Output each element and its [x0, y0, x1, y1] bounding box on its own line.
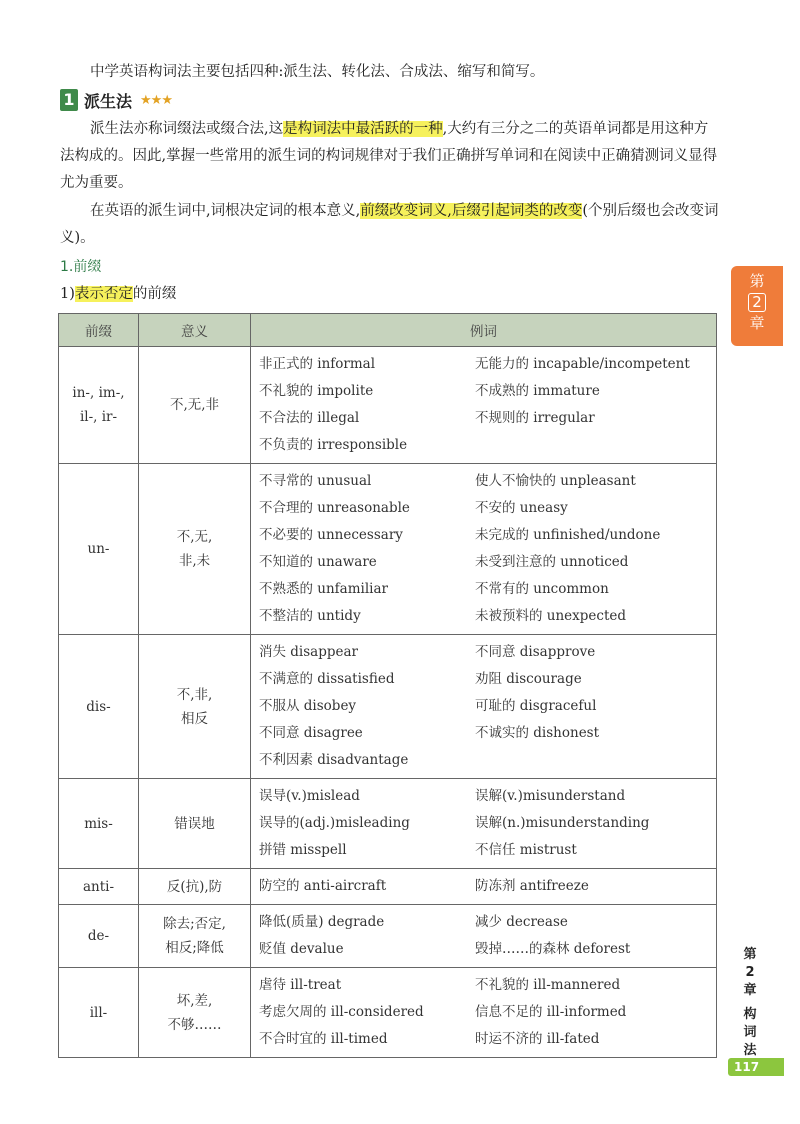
subheading2-number: 1): [60, 286, 75, 302]
header-meaning: 意义: [139, 314, 251, 347]
example-word: 劝阻 discourage: [475, 671, 582, 687]
examples-cell: [251, 869, 717, 905]
meaning-text: 不够……: [167, 1016, 222, 1033]
examples-grid: [259, 783, 710, 864]
chapter-tab-bottom: 章: [749, 314, 765, 332]
example-word: 信息不足的 ill-informed: [475, 1004, 627, 1020]
example-word: 未完成的 unfinished/undone: [475, 527, 661, 543]
prefix-text: un-: [87, 541, 110, 557]
example-word: 消失 disappear: [259, 644, 359, 660]
section-title: 派生法: [84, 91, 133, 111]
prefix-cell: [59, 635, 139, 779]
subheading-negative-prefixes: [60, 282, 176, 303]
prefix-cell: [59, 779, 139, 869]
meaning-text: 坏,差,: [176, 992, 213, 1009]
example-word: 减少 decrease: [475, 914, 568, 930]
meaning-text: 相反: [181, 710, 208, 727]
side-label-char: 词: [743, 1025, 757, 1040]
prefix-cell: [59, 347, 139, 464]
para2-text-after: (个别后缀也会改变词义)。: [60, 203, 719, 246]
table-row: [59, 968, 717, 1058]
example-word: [475, 432, 710, 459]
example-word: 不整洁的 untidy: [259, 608, 361, 624]
example-word: 不知道的 unaware: [259, 554, 377, 570]
example-word: 毁掉……的森林 deforest: [475, 941, 631, 957]
prefix-text: anti-: [82, 878, 115, 895]
section-number: 1: [60, 89, 78, 111]
side-label-char: 2: [745, 965, 755, 980]
example-word: 不必要的 unnecessary: [259, 527, 403, 543]
meaning-text: 不,非,: [176, 686, 213, 703]
meaning-cell: [139, 869, 251, 905]
example-word: 不规则的 irregular: [475, 410, 595, 426]
example-word: 拼错 misspell: [259, 842, 347, 858]
example-word: 不合时宜的 ill-timed: [259, 1031, 388, 1047]
examples-cell: [251, 464, 717, 635]
example-word: 非正式的 informal: [259, 356, 376, 372]
examples-cell: [251, 968, 717, 1058]
example-word: 不熟悉的 unfamiliar: [259, 581, 388, 597]
example-word: 时运不济的 ill-fated: [475, 1031, 600, 1047]
table-row: [59, 869, 717, 905]
prefix-text: mis-: [84, 815, 113, 832]
subheading2-suffix: 的前缀: [132, 286, 177, 302]
example-word: 不礼貌的 impolite: [259, 383, 374, 399]
example-word: 误导的(adj.)misleading: [259, 815, 410, 831]
meaning-text: 错误地: [174, 815, 215, 832]
chapter-tab: [731, 266, 783, 346]
example-word: 未受到注意的 unnoticed: [475, 554, 629, 570]
intro-sentence: 中学英语构词法主要包括四种:派生法、转化法、合成法、缩写和简写。: [90, 64, 545, 80]
chapter-tab-number: 2: [748, 293, 766, 312]
meaning-cell: [139, 968, 251, 1058]
meaning-text: 除去;否定,: [163, 916, 226, 932]
prefix-text: ill-: [89, 1004, 108, 1021]
meaning-text: 反(抗),防: [166, 878, 223, 895]
side-label-char: 第: [743, 947, 757, 962]
example-word: 可耻的 disgraceful: [475, 698, 597, 714]
examples-grid: [259, 873, 710, 900]
example-word: 防冻剂 antifreeze: [475, 878, 589, 894]
meaning-cell: [139, 347, 251, 464]
example-word: 不礼貌的 ill-mannered: [475, 977, 621, 993]
example-word: 未被预料的 unexpected: [475, 608, 627, 624]
star-rating-icon: ★★★: [140, 92, 172, 108]
side-label-char: 章: [743, 983, 757, 998]
para2-highlight: 前缀改变词义,后缀引起词类的改变: [360, 203, 583, 219]
table-row: [59, 635, 717, 779]
meaning-text: 相反;降低: [165, 940, 224, 956]
example-word: 不利因素 disadvantage: [259, 752, 409, 768]
example-word: 不合理的 unreasonable: [259, 500, 410, 516]
meaning-cell: [139, 464, 251, 635]
table-header-row: [59, 314, 717, 347]
example-word: 不诚实的 dishonest: [475, 725, 600, 741]
example-word: 考虑欠周的 ill-considered: [259, 1004, 424, 1020]
example-word: 不服从 disobey: [259, 698, 357, 714]
example-word: 不同意 disapprove: [475, 644, 596, 660]
example-word: 使人不愉快的 unpleasant: [475, 473, 636, 489]
table-row: [59, 905, 717, 968]
examples-cell: [251, 635, 717, 779]
example-word: 不常有的 uncommon: [475, 581, 609, 597]
prefix-cell: [59, 968, 139, 1058]
prefix-text: de-: [87, 928, 110, 944]
side-chapter-label: [732, 946, 768, 1060]
example-word: 不成熟的 immature: [475, 383, 600, 399]
prefix-text: in-, im-,: [72, 385, 125, 401]
paragraph-2: [60, 198, 720, 252]
header-prefix: 前缀: [59, 314, 139, 347]
example-word: 无能力的 incapable/incompetent: [475, 356, 690, 372]
subheading-prefixes: 1.前缀: [60, 259, 102, 275]
meaning-cell: [139, 635, 251, 779]
meaning-cell: [139, 905, 251, 968]
table-row: [59, 347, 717, 464]
negative-prefix-table: [58, 313, 717, 1058]
meaning-cell: [139, 779, 251, 869]
example-word: 误导(v.)mislead: [259, 788, 360, 804]
examples-grid: [259, 972, 710, 1053]
example-word: 不信任 mistrust: [475, 842, 577, 858]
example-word: 误解(n.)misunderstanding: [475, 815, 650, 831]
examples-grid: [259, 351, 710, 459]
side-label-char: 法: [743, 1043, 757, 1058]
example-word: 误解(v.)misunderstand: [475, 788, 626, 804]
example-word: 不满意的 dissatisfied: [259, 671, 395, 687]
example-word: 不寻常的 unusual: [259, 473, 372, 489]
example-word: 虐待 ill-treat: [259, 977, 342, 993]
para1-highlight: 是构词法中最活跃的一种: [283, 121, 443, 137]
example-word: [475, 747, 710, 774]
header-examples: 例词: [251, 314, 717, 347]
examples-grid: [259, 468, 710, 630]
example-word: 不负责的 irresponsible: [259, 437, 408, 453]
prefix-cell: [59, 464, 139, 635]
meaning-text: 不,无,: [176, 529, 213, 545]
example-word: 不安的 uneasy: [475, 500, 568, 516]
para1-text-after: ,大约有三分之二的英语单词都是用这种方法构成的。因此,掌握一些常用的派生词的构词规律对于我们正确拼写单词和在阅读中正确猜测词义显得尤为重要。: [60, 121, 718, 191]
examples-cell: [251, 779, 717, 869]
prefix-text: il-, ir-: [79, 409, 118, 425]
chapter-tab-top: 第: [749, 272, 765, 290]
example-word: 不合法的 illegal: [259, 410, 360, 426]
prefix-text: dis-: [86, 698, 111, 715]
para2-text-before: 在英语的派生词中,词根决定词的根本意义,: [90, 203, 361, 219]
page-number: 117: [728, 1058, 784, 1076]
examples-cell: [251, 905, 717, 968]
paragraph-1: [60, 116, 720, 197]
section-heading: [60, 88, 172, 112]
prefix-cell: [59, 905, 139, 968]
table-row: [59, 464, 717, 635]
example-word: 防空的 anti-aircraft: [259, 878, 387, 894]
examples-cell: [251, 347, 717, 464]
meaning-text: 非,未: [178, 553, 211, 569]
para1-text-before: 派生法亦称词缀法或缀合法,这: [90, 121, 284, 137]
side-label-char: 构: [743, 1007, 757, 1022]
examples-grid: [259, 639, 710, 774]
meaning-text: 不,无,非: [169, 397, 220, 413]
example-word: 降低(质量) degrade: [259, 914, 385, 930]
example-word: 贬值 devalue: [259, 941, 344, 957]
table-row: [59, 779, 717, 869]
prefix-cell: [59, 869, 139, 905]
examples-grid: [259, 909, 710, 963]
example-word: 不同意 disagree: [259, 725, 363, 741]
subheading2-highlight: 表示否定: [74, 286, 133, 302]
